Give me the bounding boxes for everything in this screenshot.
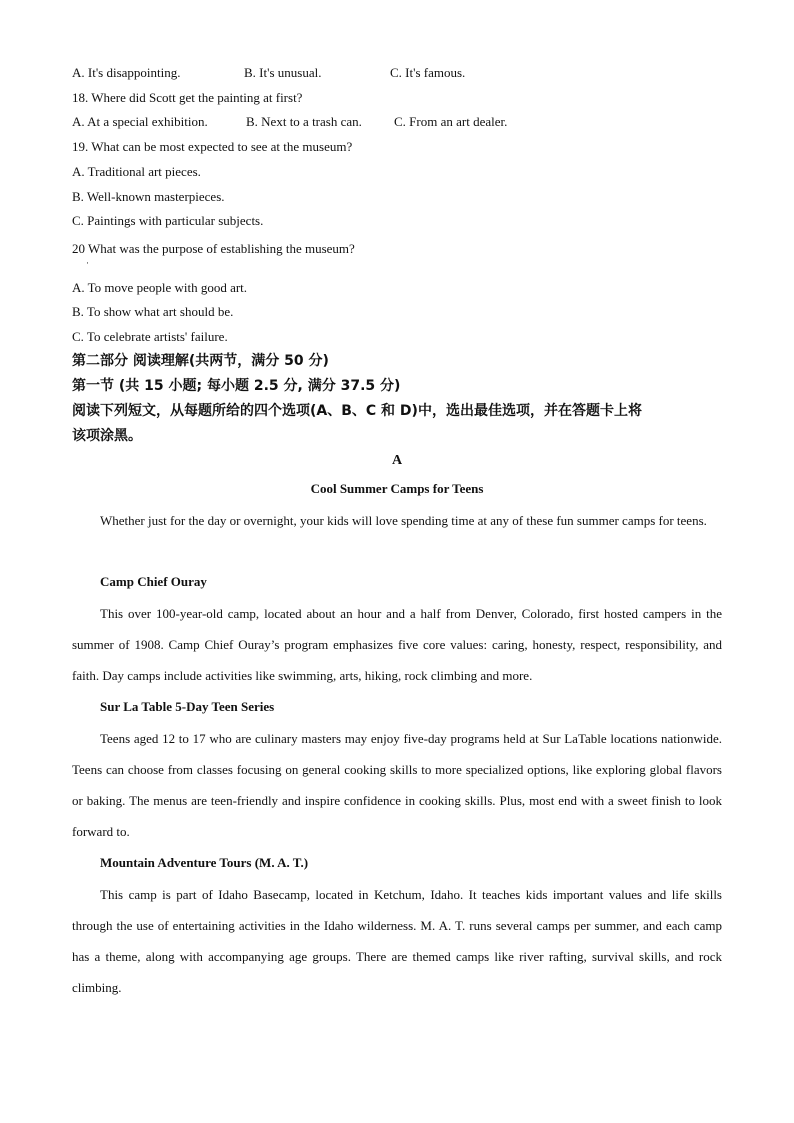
q19-option-c: C. Paintings with particular subjects. [72,213,264,228]
q17-option-b: B. It's unusual. [244,65,322,80]
q18-option-a: A. At a special exhibition. [72,114,208,129]
q19-question: 19. What can be most expected to see at the museum? [72,139,353,154]
camp-heading: Mountain Adventure Tours (M. A. T.) [100,855,309,870]
camp-heading: Camp Chief Ouray [100,574,207,589]
q18-question: 18. Where did Scott get the painting at first? [72,90,303,105]
q17-option-a: A. It's disappointing. [72,65,181,80]
part2-title: 第二部分 阅读理解(共两节，满分 50 分) [72,353,329,369]
passage-intro: Whether just for the day or overnight, your kids will love spending time at any of these fun summer camps for teens. [100,513,707,528]
q18-option-b: B. Next to a trash can. [246,114,362,129]
q19-option-a: A. Traditional art pieces. [72,164,201,179]
q20-question: 20 What was the purpose of establishing the museum? [72,241,355,256]
q20-option-b: B. To show what art should be. [72,304,234,319]
passage-title: Cool Summer Camps for Teens [310,481,484,496]
camp-heading: Sur La Table 5-Day Teen Series [100,699,275,714]
instruction-line-1: 阅读下列短文，从每题所给的四个选项(A、B、C 和 D)中，选出最佳选项，并在答题卡上将 [72,403,642,419]
camp-description: This camp is part of Idaho Basecamp, located in Ketchum, Idaho. It teaches kids important values and life skills through the use of entertaining activities in the Idaho wilderness. M. A. T. runs several camps per summer, and each camp has a theme, along with accompanying age groups. There are themed camps like river rafting, survival skills, and rock climbing. [72,887,722,995]
camp-description: This over 100-year-old camp, located about an hour and a half from Denver, Colorado, first hosted campers in the summer of 1908. Camp Chief Ouray’s program emphasizes five core values: caring, honesty, respect, responsibility, and faith. Day camps include activities like swimming, arts, hiking, rock climbing and more. [72,606,722,683]
q17-option-c: C. It's famous. [390,65,466,80]
stray-dot: · [86,258,89,268]
instruction-line-2: 该项涂黑。 [72,428,142,444]
camp-description: Teens aged 12 to 17 who are culinary masters may enjoy five-day programs held at Sur LaTable locations nationwide. Teens can choose from classes focusing on general cooking skills to more specialized options, like exploring global flavors or baking. The menus are teen-friendly and inspire confidence in cooking skills. Plus, most end with a sweet finish to look forward to. [72,731,722,839]
passage-label: A [391,453,403,468]
q20-option-a: A. To move people with good art. [72,280,248,295]
q19-option-b: B. Well-known masterpieces. [72,189,225,204]
q20-option-c: C. To celebrate artists' failure. [72,329,228,344]
q18-option-c: C. From an art dealer. [394,114,508,129]
section1-title: 第一节 (共 15 小题; 每小题 2.5 分, 满分 37.5 分) [72,378,401,394]
